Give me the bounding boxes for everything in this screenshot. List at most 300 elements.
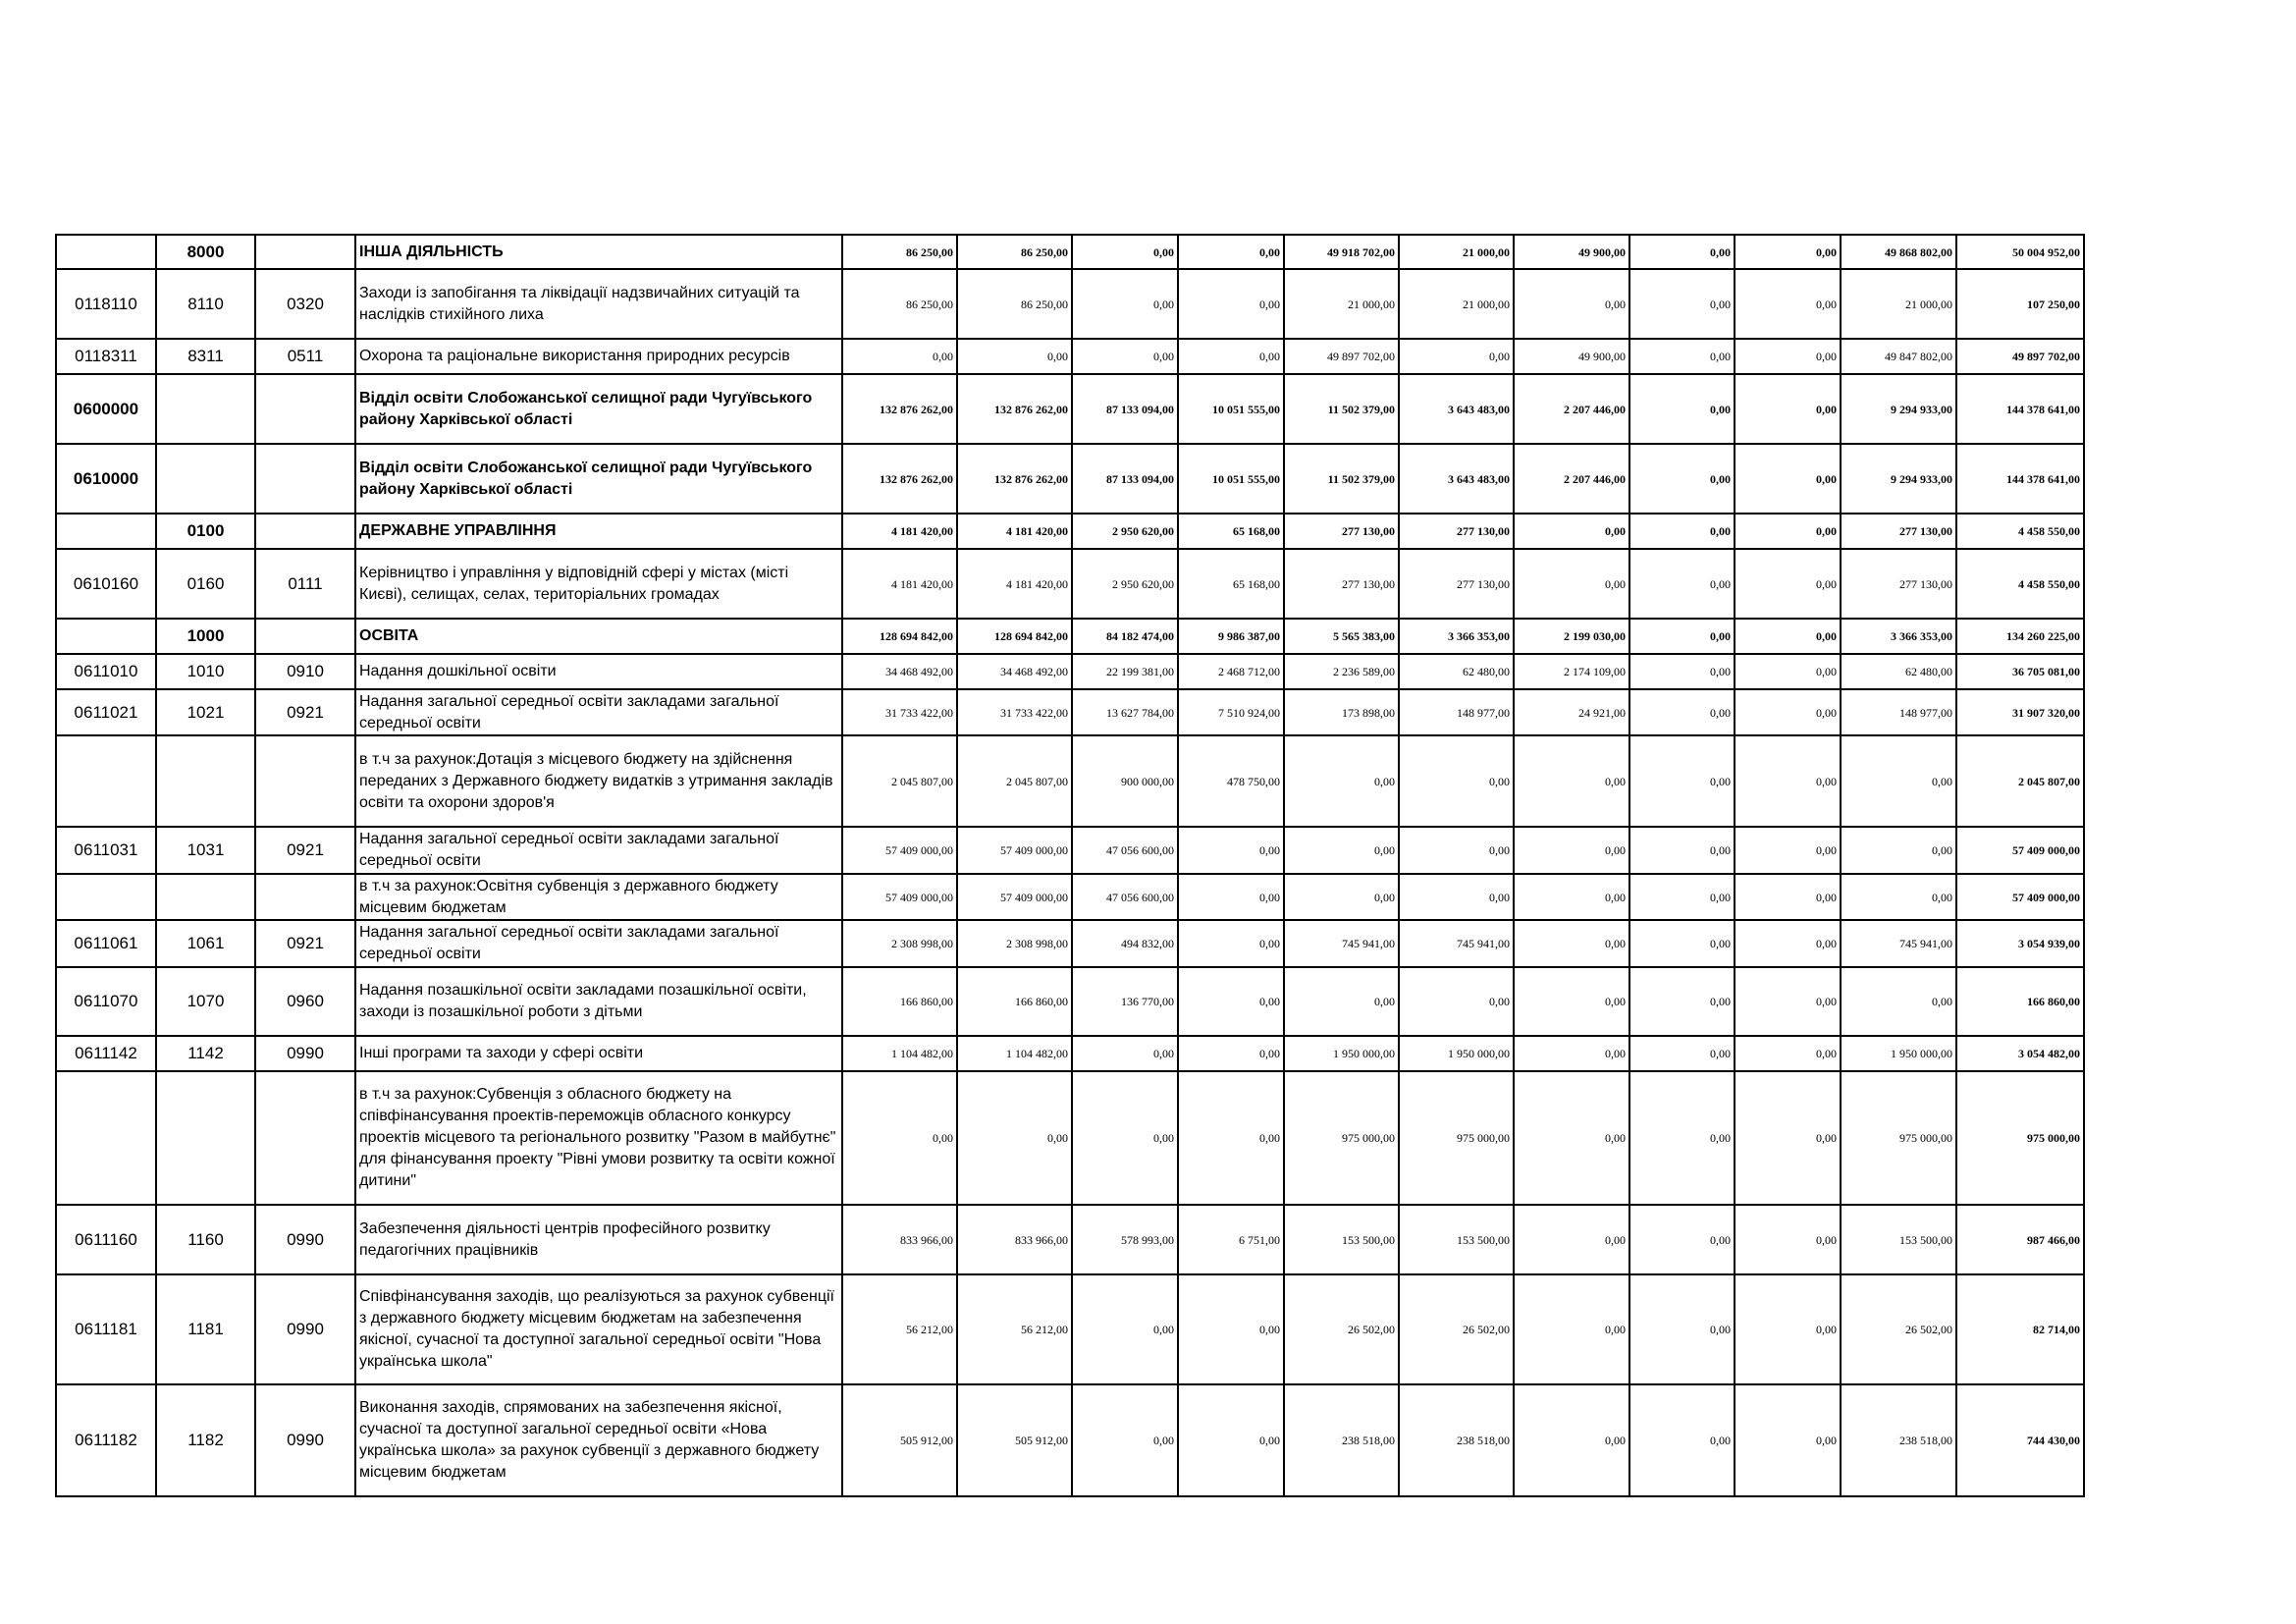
amount-cell: 0,00: [1735, 735, 1841, 827]
amount-cell: 3 054 939,00: [1956, 920, 2084, 967]
function-code-cell: [156, 735, 255, 827]
amount-cell: 2 207 446,00: [1514, 444, 1629, 514]
function-code-cell: 1031: [156, 827, 255, 874]
amount-cell: 0,00: [1514, 1205, 1629, 1274]
amount-cell: 2 308 998,00: [842, 920, 957, 967]
amount-cell: 0,00: [1178, 1384, 1284, 1496]
amount-cell: 132 876 262,00: [957, 444, 1072, 514]
amount-cell: 49 847 802,00: [1841, 339, 1956, 374]
classifier-code-cell: [255, 874, 355, 920]
program-code-cell: 0611031: [56, 827, 156, 874]
classifier-code-cell: 0921: [255, 827, 355, 874]
amount-cell: 0,00: [1629, 549, 1735, 619]
amount-cell: 2 950 620,00: [1072, 549, 1178, 619]
function-code-cell: [156, 374, 255, 444]
description-cell: Відділ освіти Слобожанської селищної ради Чугуївського району Харківської області: [355, 374, 842, 444]
function-code-cell: [156, 874, 255, 920]
table-row: [56, 1274, 2084, 1384]
table-row: [56, 654, 2084, 689]
amount-cell: 36 705 081,00: [1956, 654, 2084, 689]
amount-cell: 57 409 000,00: [957, 827, 1072, 874]
amount-cell: 57 409 000,00: [842, 874, 957, 920]
amount-cell: 2 045 807,00: [957, 735, 1072, 827]
amount-cell: 0,00: [1841, 967, 1956, 1036]
amount-cell: 49 897 702,00: [1284, 339, 1399, 374]
amount-cell: 238 518,00: [1284, 1384, 1399, 1496]
amount-cell: 3 366 353,00: [1399, 619, 1514, 654]
amount-cell: 50 004 952,00: [1956, 235, 2084, 269]
classifier-code-cell: 0990: [255, 1274, 355, 1384]
table-row: [56, 920, 2084, 967]
table-row: [56, 874, 2084, 920]
amount-cell: 833 966,00: [957, 1205, 1072, 1274]
amount-cell: 0,00: [1178, 269, 1284, 339]
amount-cell: 0,00: [1072, 1036, 1178, 1071]
amount-cell: 31 907 320,00: [1956, 689, 2084, 735]
amount-cell: 0,00: [1629, 874, 1735, 920]
amount-cell: 0,00: [1399, 339, 1514, 374]
amount-cell: 0,00: [1072, 1071, 1178, 1205]
amount-cell: 0,00: [1514, 874, 1629, 920]
amount-cell: 0,00: [1629, 654, 1735, 689]
amount-cell: 0,00: [1735, 827, 1841, 874]
function-code-cell: 0160: [156, 549, 255, 619]
amount-cell: 136 770,00: [1072, 967, 1178, 1036]
function-code-cell: 1070: [156, 967, 255, 1036]
amount-cell: 0,00: [1514, 967, 1629, 1036]
amount-cell: 49 900,00: [1514, 235, 1629, 269]
amount-cell: 478 750,00: [1178, 735, 1284, 827]
table-row: [56, 689, 2084, 735]
description-cell: Керівництво і управління у відповідній сфері у містах (місті Києві), селищах, селах, територіальних громадах: [355, 549, 842, 619]
amount-cell: 1 950 000,00: [1841, 1036, 1956, 1071]
amount-cell: 0,00: [1072, 235, 1178, 269]
amount-cell: 0,00: [1735, 235, 1841, 269]
amount-cell: 153 500,00: [1841, 1205, 1956, 1274]
function-code-cell: [156, 444, 255, 514]
amount-cell: 9 294 933,00: [1841, 444, 1956, 514]
amount-cell: 1 104 482,00: [842, 1036, 957, 1071]
amount-cell: 3 366 353,00: [1841, 619, 1956, 654]
amount-cell: 128 694 842,00: [957, 619, 1072, 654]
amount-cell: 11 502 379,00: [1284, 444, 1399, 514]
amount-cell: 0,00: [1841, 874, 1956, 920]
description-cell: Відділ освіти Слобожанської селищної ради Чугуївського району Харківської області: [355, 444, 842, 514]
amount-cell: 153 500,00: [1284, 1205, 1399, 1274]
description-cell: Охорона та раціональне використання природних ресурсів: [355, 339, 842, 374]
description-cell: Заходи із запобігання та ліквідації надзвичайних ситуацій та наслідків стихійного лиха: [355, 269, 842, 339]
classifier-code-cell: [255, 514, 355, 549]
amount-cell: 4 458 550,00: [1956, 549, 2084, 619]
amount-cell: 2 207 446,00: [1514, 374, 1629, 444]
table-row: [56, 339, 2084, 374]
amount-cell: 0,00: [1735, 689, 1841, 735]
function-code-cell: 1181: [156, 1274, 255, 1384]
amount-cell: 57 409 000,00: [1956, 827, 2084, 874]
amount-cell: 49 918 702,00: [1284, 235, 1399, 269]
amount-cell: 3 054 482,00: [1956, 1036, 2084, 1071]
amount-cell: 22 199 381,00: [1072, 654, 1178, 689]
amount-cell: 0,00: [1735, 339, 1841, 374]
program-code-cell: [56, 1071, 156, 1205]
amount-cell: 2 468 712,00: [1178, 654, 1284, 689]
classifier-code-cell: 0511: [255, 339, 355, 374]
amount-cell: 0,00: [1629, 339, 1735, 374]
amount-cell: 62 480,00: [1399, 654, 1514, 689]
amount-cell: 86 250,00: [957, 235, 1072, 269]
function-code-cell: 1000: [156, 619, 255, 654]
amount-cell: 11 502 379,00: [1284, 374, 1399, 444]
amount-cell: 0,00: [1399, 874, 1514, 920]
table-row: [56, 619, 2084, 654]
classifier-code-cell: 0921: [255, 689, 355, 735]
amount-cell: 238 518,00: [1399, 1384, 1514, 1496]
amount-cell: 0,00: [1178, 235, 1284, 269]
amount-cell: 0,00: [1514, 514, 1629, 549]
amount-cell: 975 000,00: [1956, 1071, 2084, 1205]
classifier-code-cell: 0990: [255, 1036, 355, 1071]
table-row: [56, 444, 2084, 514]
description-cell: в т.ч за рахунок:Дотація з місцевого бюджету на здійснення переданих з Державного бюджету видатків з утримання закладів освіти та охорони здоров'я: [355, 735, 842, 827]
amount-cell: 49 868 802,00: [1841, 235, 1956, 269]
program-code-cell: 0611182: [56, 1384, 156, 1496]
program-code-cell: 0611181: [56, 1274, 156, 1384]
table-row: [56, 514, 2084, 549]
amount-cell: 132 876 262,00: [842, 374, 957, 444]
amount-cell: 0,00: [1514, 1036, 1629, 1071]
amount-cell: 0,00: [957, 339, 1072, 374]
amount-cell: 166 860,00: [1956, 967, 2084, 1036]
amount-cell: 975 000,00: [1399, 1071, 1514, 1205]
amount-cell: 0,00: [1629, 1071, 1735, 1205]
amount-cell: 87 133 094,00: [1072, 444, 1178, 514]
amount-cell: 56 212,00: [842, 1274, 957, 1384]
amount-cell: 4 181 420,00: [842, 514, 957, 549]
description-cell: Співфінансування заходів, що реалізуються за рахунок субвенції з державного бюджету місцевим бюджетам на забезпечення якісної, сучасної та доступної загальної середньої освіти "Нова українська школа": [355, 1274, 842, 1384]
amount-cell: 2 236 589,00: [1284, 654, 1399, 689]
amount-cell: 277 130,00: [1399, 549, 1514, 619]
amount-cell: 0,00: [1735, 1036, 1841, 1071]
classifier-code-cell: [255, 735, 355, 827]
amount-cell: 1 950 000,00: [1284, 1036, 1399, 1071]
table-body: [56, 235, 2084, 1496]
table-row: [56, 735, 2084, 827]
amount-cell: 0,00: [1178, 920, 1284, 967]
amount-cell: 9 986 387,00: [1178, 619, 1284, 654]
amount-cell: 86 250,00: [842, 235, 957, 269]
amount-cell: 0,00: [1629, 827, 1735, 874]
amount-cell: 277 130,00: [1841, 514, 1956, 549]
program-code-cell: 0118110: [56, 269, 156, 339]
amount-cell: 107 250,00: [1956, 269, 2084, 339]
program-code-cell: 0610000: [56, 444, 156, 514]
amount-cell: 21 000,00: [1399, 235, 1514, 269]
function-code-cell: 1061: [156, 920, 255, 967]
program-code-cell: [56, 619, 156, 654]
amount-cell: 4 458 550,00: [1956, 514, 2084, 549]
amount-cell: 2 174 109,00: [1514, 654, 1629, 689]
amount-cell: 0,00: [1399, 827, 1514, 874]
function-code-cell: 1160: [156, 1205, 255, 1274]
amount-cell: 0,00: [1629, 1274, 1735, 1384]
amount-cell: 505 912,00: [957, 1384, 1072, 1496]
budget-table: [55, 234, 2085, 1497]
function-code-cell: 8000: [156, 235, 255, 269]
amount-cell: 0,00: [1735, 374, 1841, 444]
description-cell: Надання позашкільної освіти закладами позашкільної освіти, заходи із позашкільної роботи з дітьми: [355, 967, 842, 1036]
amount-cell: 0,00: [1629, 235, 1735, 269]
amount-cell: 0,00: [1399, 967, 1514, 1036]
amount-cell: 57 409 000,00: [842, 827, 957, 874]
amount-cell: 578 993,00: [1072, 1205, 1178, 1274]
amount-cell: 62 480,00: [1841, 654, 1956, 689]
amount-cell: 0,00: [1629, 735, 1735, 827]
amount-cell: 745 941,00: [1284, 920, 1399, 967]
amount-cell: 0,00: [1629, 920, 1735, 967]
amount-cell: 49 900,00: [1514, 339, 1629, 374]
function-code-cell: [156, 1071, 255, 1205]
amount-cell: 975 000,00: [1284, 1071, 1399, 1205]
amount-cell: 49 897 702,00: [1956, 339, 2084, 374]
amount-cell: 0,00: [1514, 1071, 1629, 1205]
description-cell: Надання дошкільної освіти: [355, 654, 842, 689]
amount-cell: 10 051 555,00: [1178, 444, 1284, 514]
amount-cell: 0,00: [1735, 514, 1841, 549]
function-code-cell: 1182: [156, 1384, 255, 1496]
amount-cell: 744 430,00: [1956, 1384, 2084, 1496]
amount-cell: 0,00: [1735, 1384, 1841, 1496]
amount-cell: 0,00: [1841, 735, 1956, 827]
amount-cell: 0,00: [1629, 444, 1735, 514]
program-code-cell: 0118311: [56, 339, 156, 374]
amount-cell: 65 168,00: [1178, 549, 1284, 619]
amount-cell: 13 627 784,00: [1072, 689, 1178, 735]
amount-cell: 0,00: [1735, 444, 1841, 514]
amount-cell: 277 130,00: [1841, 549, 1956, 619]
amount-cell: 0,00: [1178, 339, 1284, 374]
amount-cell: 0,00: [1514, 549, 1629, 619]
function-code-cell: 1010: [156, 654, 255, 689]
amount-cell: 5 565 383,00: [1284, 619, 1399, 654]
description-cell: Виконання заходів, спрямованих на забезпечення якісної, сучасної та доступної загальної середньої освіти «Нова українська школа» за рахунок субвенції з державного бюджету місцевим бюджетам: [355, 1384, 842, 1496]
table-row: [56, 549, 2084, 619]
amount-cell: 132 876 262,00: [842, 444, 957, 514]
description-cell: в т.ч за рахунок:Субвенція з обласного бюджету на співфінансування проектів-переможців обласного конкурсу проектів місцевого та регіонального розвитку "Разом в майбутнє" для фінансування проекту "Рівні умови розвитку та освіти кожної дитини": [355, 1071, 842, 1205]
table-row: [56, 374, 2084, 444]
amount-cell: 0,00: [1284, 874, 1399, 920]
amount-cell: 0,00: [1629, 967, 1735, 1036]
amount-cell: 0,00: [1072, 339, 1178, 374]
amount-cell: 166 860,00: [957, 967, 1072, 1036]
amount-cell: 144 378 641,00: [1956, 444, 2084, 514]
amount-cell: 0,00: [1629, 1384, 1735, 1496]
table-row: [56, 1071, 2084, 1205]
amount-cell: 0,00: [1735, 1071, 1841, 1205]
amount-cell: 56 212,00: [957, 1274, 1072, 1384]
amount-cell: 0,00: [1735, 654, 1841, 689]
amount-cell: 0,00: [1514, 735, 1629, 827]
amount-cell: 833 966,00: [842, 1205, 957, 1274]
amount-cell: 4 181 420,00: [957, 514, 1072, 549]
amount-cell: 0,00: [1178, 967, 1284, 1036]
amount-cell: 0,00: [1178, 874, 1284, 920]
function-code-cell: 1021: [156, 689, 255, 735]
amount-cell: 975 000,00: [1841, 1071, 1956, 1205]
classifier-code-cell: [255, 444, 355, 514]
amount-cell: 166 860,00: [842, 967, 957, 1036]
program-code-cell: 0611142: [56, 1036, 156, 1071]
function-code-cell: 8110: [156, 269, 255, 339]
amount-cell: 0,00: [1284, 827, 1399, 874]
amount-cell: 0,00: [1629, 1205, 1735, 1274]
amount-cell: 2 199 030,00: [1514, 619, 1629, 654]
amount-cell: 0,00: [1735, 1205, 1841, 1274]
amount-cell: 900 000,00: [1072, 735, 1178, 827]
amount-cell: 277 130,00: [1284, 549, 1399, 619]
description-cell: Надання загальної середньої освіти закладами загальної середньої освіти: [355, 827, 842, 874]
amount-cell: 6 751,00: [1178, 1205, 1284, 1274]
amount-cell: 0,00: [1072, 1384, 1178, 1496]
table-row: [56, 1036, 2084, 1071]
amount-cell: 0,00: [1629, 374, 1735, 444]
classifier-code-cell: [255, 1071, 355, 1205]
amount-cell: 86 250,00: [957, 269, 1072, 339]
table-row: [56, 269, 2084, 339]
description-cell: Надання загальної середньої освіти закладами загальної середньої освіти: [355, 920, 842, 967]
amount-cell: 86 250,00: [842, 269, 957, 339]
description-cell: ДЕРЖАВНЕ УПРАВЛІННЯ: [355, 514, 842, 549]
table-row: [56, 967, 2084, 1036]
amount-cell: 0,00: [1629, 1036, 1735, 1071]
amount-cell: 7 510 924,00: [1178, 689, 1284, 735]
amount-cell: 148 977,00: [1399, 689, 1514, 735]
amount-cell: 0,00: [1072, 269, 1178, 339]
amount-cell: 0,00: [1514, 920, 1629, 967]
classifier-code-cell: 0921: [255, 920, 355, 967]
classifier-code-cell: 0990: [255, 1205, 355, 1274]
classifier-code-cell: 0320: [255, 269, 355, 339]
classifier-code-cell: [255, 619, 355, 654]
table-row: [56, 827, 2084, 874]
classifier-code-cell: 0990: [255, 1384, 355, 1496]
amount-cell: 0,00: [1629, 269, 1735, 339]
amount-cell: 2 308 998,00: [957, 920, 1072, 967]
amount-cell: 0,00: [1284, 735, 1399, 827]
amount-cell: 82 714,00: [1956, 1274, 2084, 1384]
amount-cell: 0,00: [1399, 735, 1514, 827]
amount-cell: 153 500,00: [1399, 1205, 1514, 1274]
table-row: [56, 1384, 2084, 1496]
amount-cell: 0,00: [1629, 514, 1735, 549]
description-cell: Інші програми та заходи у сфері освіти: [355, 1036, 842, 1071]
amount-cell: 277 130,00: [1399, 514, 1514, 549]
amount-cell: 31 733 422,00: [957, 689, 1072, 735]
program-code-cell: 0600000: [56, 374, 156, 444]
amount-cell: 0,00: [1735, 549, 1841, 619]
amount-cell: 26 502,00: [1284, 1274, 1399, 1384]
amount-cell: 21 000,00: [1284, 269, 1399, 339]
program-code-cell: 0611021: [56, 689, 156, 735]
amount-cell: 34 468 492,00: [842, 654, 957, 689]
amount-cell: 57 409 000,00: [957, 874, 1072, 920]
description-cell: ІНША ДІЯЛЬНІСТЬ: [355, 235, 842, 269]
amount-cell: 4 181 420,00: [957, 549, 1072, 619]
amount-cell: 31 733 422,00: [842, 689, 957, 735]
amount-cell: 0,00: [1178, 1274, 1284, 1384]
program-code-cell: [56, 514, 156, 549]
amount-cell: 745 941,00: [1841, 920, 1956, 967]
amount-cell: 0,00: [1735, 874, 1841, 920]
amount-cell: 26 502,00: [1399, 1274, 1514, 1384]
amount-cell: 24 921,00: [1514, 689, 1629, 735]
program-code-cell: 0611010: [56, 654, 156, 689]
amount-cell: 132 876 262,00: [957, 374, 1072, 444]
amount-cell: 10 051 555,00: [1178, 374, 1284, 444]
function-code-cell: 1142: [156, 1036, 255, 1071]
amount-cell: 0,00: [842, 1071, 957, 1205]
amount-cell: 2 950 620,00: [1072, 514, 1178, 549]
amount-cell: 0,00: [1841, 827, 1956, 874]
program-code-cell: 0610160: [56, 549, 156, 619]
amount-cell: 1 104 482,00: [957, 1036, 1072, 1071]
description-cell: Забезпечення діяльності центрів професійного розвитку педагогічних працівників: [355, 1205, 842, 1274]
amount-cell: 128 694 842,00: [842, 619, 957, 654]
amount-cell: 9 294 933,00: [1841, 374, 1956, 444]
amount-cell: 148 977,00: [1841, 689, 1956, 735]
amount-cell: 0,00: [1735, 920, 1841, 967]
table-row: [56, 1205, 2084, 1274]
classifier-code-cell: 0910: [255, 654, 355, 689]
amount-cell: 0,00: [1735, 269, 1841, 339]
amount-cell: 0,00: [1735, 1274, 1841, 1384]
amount-cell: 277 130,00: [1284, 514, 1399, 549]
amount-cell: 173 898,00: [1284, 689, 1399, 735]
amount-cell: 3 643 483,00: [1399, 374, 1514, 444]
amount-cell: 0,00: [1514, 269, 1629, 339]
amount-cell: 3 643 483,00: [1399, 444, 1514, 514]
classifier-code-cell: 0111: [255, 549, 355, 619]
program-code-cell: [56, 874, 156, 920]
amount-cell: 87 133 094,00: [1072, 374, 1178, 444]
amount-cell: 987 466,00: [1956, 1205, 2084, 1274]
amount-cell: 0,00: [1629, 619, 1735, 654]
amount-cell: 47 056 600,00: [1072, 874, 1178, 920]
amount-cell: 144 378 641,00: [1956, 374, 2084, 444]
classifier-code-cell: [255, 235, 355, 269]
program-code-cell: [56, 735, 156, 827]
table-row: [56, 235, 2084, 269]
amount-cell: 65 168,00: [1178, 514, 1284, 549]
amount-cell: 134 260 225,00: [1956, 619, 2084, 654]
amount-cell: 505 912,00: [842, 1384, 957, 1496]
description-cell: Надання загальної середньої освіти закладами загальної середньої освіти: [355, 689, 842, 735]
program-code-cell: 0611061: [56, 920, 156, 967]
amount-cell: 21 000,00: [1841, 269, 1956, 339]
amount-cell: 0,00: [1514, 1274, 1629, 1384]
amount-cell: 0,00: [1514, 827, 1629, 874]
amount-cell: 0,00: [1284, 967, 1399, 1036]
amount-cell: 4 181 420,00: [842, 549, 957, 619]
amount-cell: 21 000,00: [1399, 269, 1514, 339]
amount-cell: 745 941,00: [1399, 920, 1514, 967]
amount-cell: 57 409 000,00: [1956, 874, 2084, 920]
function-code-cell: 8311: [156, 339, 255, 374]
function-code-cell: 0100: [156, 514, 255, 549]
amount-cell: 2 045 807,00: [842, 735, 957, 827]
amount-cell: 47 056 600,00: [1072, 827, 1178, 874]
amount-cell: 26 502,00: [1841, 1274, 1956, 1384]
description-cell: в т.ч за рахунок:Освітня субвенція з державного бюджету місцевим бюджетам: [355, 874, 842, 920]
